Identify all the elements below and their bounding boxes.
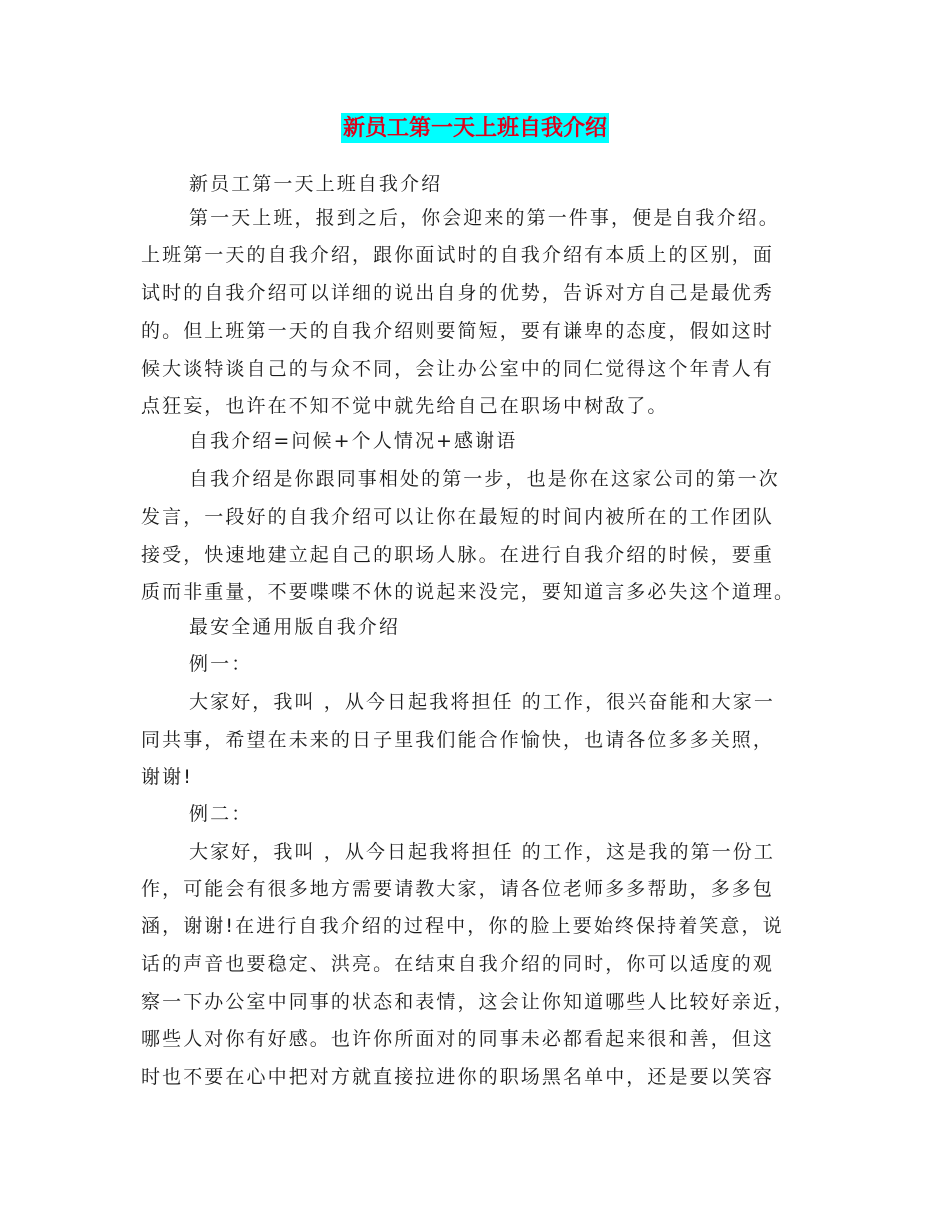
paragraph-line: 的。但上班第一天的自我介绍则要简短，要有谦卑的态度，假如这时 [141, 320, 775, 342]
subtitle-line: 新员工第一天上班自我介绍 [189, 173, 443, 195]
example-label: 例一： [189, 653, 253, 675]
paragraph-line: 试时的自我介绍可以详细的说出自身的优势，告诉对方自己是最优秀 [141, 282, 775, 304]
example-label: 例二： [189, 803, 253, 825]
paragraph-line: 上班第一天的自我介绍，跟你面试时的自我介绍有本质上的区别，面 [141, 244, 775, 266]
paragraph-line: 涵，谢谢!在进行自我介绍的过程中，你的脸上要始终保持着笑意，说 [141, 915, 784, 937]
paragraph-line: 自我介绍是你跟同事相处的第一步，也是你在这家公司的第一次 [189, 468, 780, 490]
paragraph-line: 点狂妄，也许在不知不觉中就先给自己在职场中树敌了。 [141, 395, 669, 417]
paragraph-line: 谢谢! [141, 766, 193, 788]
paragraph-line: 发言，一段好的自我介绍可以让你在最短的时间内被所在的工作团队 [141, 506, 775, 528]
section-heading: 最安全通用版自我介绍 [189, 616, 401, 638]
document-title: 新员工第一天上班自我介绍 [342, 115, 607, 141]
paragraph-line: 质而非重量，不要喋喋不休的说起来没完，要知道言多必失这个道理。 [141, 581, 796, 603]
paragraph-line: 同共事，希望在未来的日子里我们能合作愉快，也请各位多多关照， [141, 729, 775, 751]
paragraph-line: 察一下办公室中同事的状态和表情，这会让你知道哪些人比较好亲近， [141, 991, 796, 1013]
paragraph-line: 话的声音也要稳定、洪亮。在结束自我介绍的同时，你可以适度的观 [141, 953, 775, 975]
paragraph-line: 大家好，我叫 ，从今日起我将担任 的工作，很兴奋能和大家一 [189, 691, 775, 713]
paragraph-line: 作，可能会有很多地方需要请教大家，请各位老师多多帮助，多多包 [141, 878, 775, 900]
paragraph-line: 哪些人对你有好感。也许你所面对的同事未必都看起来很和善，但这 [141, 1028, 775, 1050]
paragraph-line: 第一天上班，报到之后，你会迎来的第一件事，便是自我介绍。 [189, 207, 780, 229]
paragraph-line: 时也不要在心中把对方就直接拉进你的职场黑名单中，还是要以笑容 [141, 1066, 775, 1088]
paragraph-line: 接受，快速地建立起自己的职场人脉。在进行自我介绍的时候，要重 [141, 544, 775, 566]
title-container [0, 113, 950, 143]
section-heading: 自我介绍=问候+个人情况+感谢语 [189, 430, 518, 452]
paragraph-line: 候大谈特谈自己的与众不同，会让办公室中的同仁觉得这个年青人有 [141, 358, 775, 380]
paragraph-line: 大家好，我叫 ，从今日起我将担任 的工作，这是我的第一份工 [189, 841, 775, 863]
